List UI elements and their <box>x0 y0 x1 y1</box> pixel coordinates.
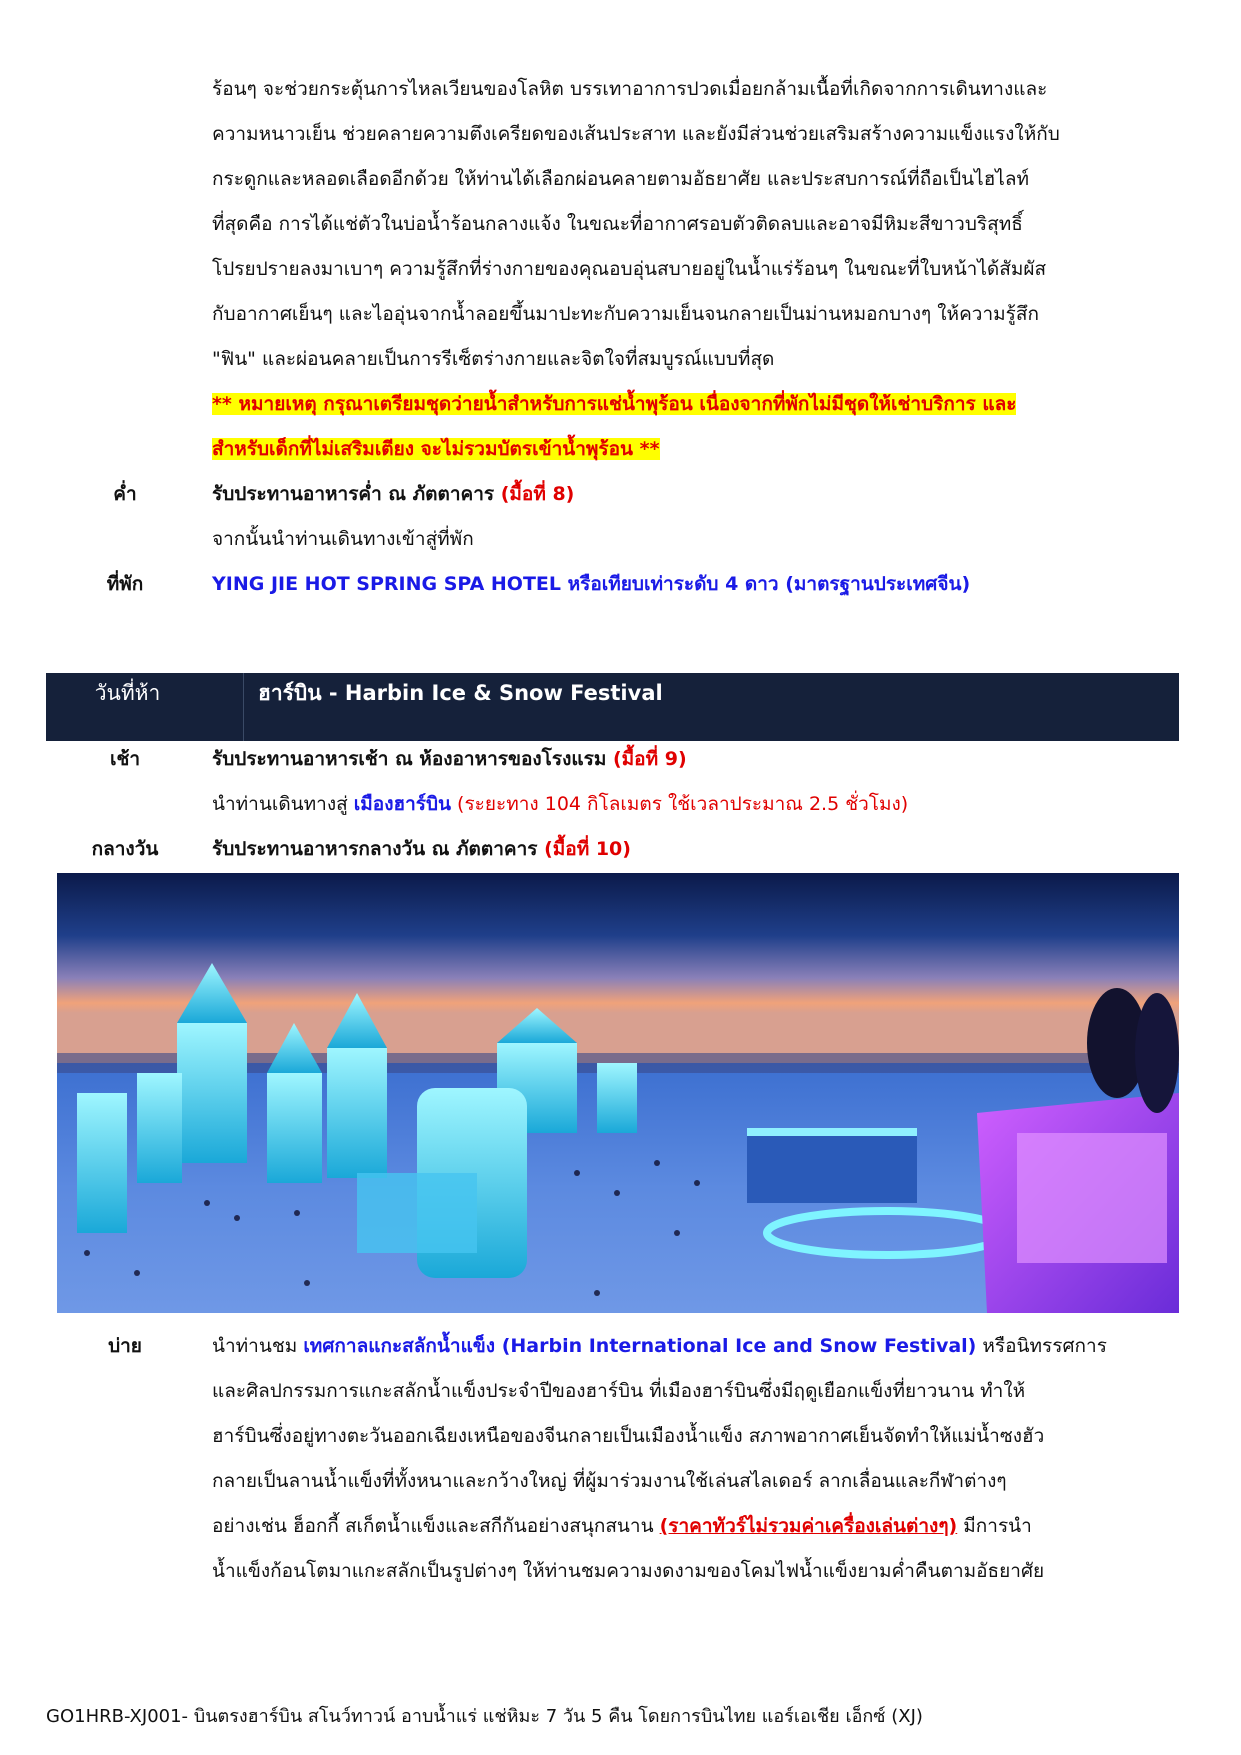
dinner-label: ค่ำ <box>113 483 137 505</box>
day-divider <box>243 673 244 741</box>
hotel-name: YING JIE HOT SPRING SPA HOTEL หรือเทียบเท่าระดับ 4 ดาว (มาตรฐานประเทศจีน) <box>212 573 971 595</box>
text-line: กลายเป็นลานน้ำแข็งที่ทั้งหนาและกว้างใหญ่ ที่ผู้มาร่วมงานใช้เล่นสไลเดอร์ ลากเลื่อนและกีฬาต่างๆ <box>212 1470 1007 1492</box>
line5-prefix: อย่างเช่น ฮ็อกกี้ สเก็ตน้ำแข็งและสกีกันอย่างสนุกสนาน <box>212 1515 660 1537</box>
page-footer: GO1HRB-XJ001- บินตรงฮาร์บิน สโนว์ทาวน์ อาบน้ำแร่ แช่หิมะ 7 วัน 5 คืน โดยการบินไทย แอร์เอเชีย เอ็กซ์ (XJ) <box>46 1706 923 1727</box>
note-text: ** หมายเหตุ กรุณาเตรียมชุดว่ายน้ำสำหรับการแช่น้ำพุร้อน เนื่องจากที่พักไม่มีชุดให้เช่าบริการ และ <box>212 393 1017 415</box>
text-line: น้ำแข็งก้อนโตมาแกะสลักเป็นรูปต่างๆ ให้ท่านชมความงดงามของโคมไฟน้ำแข็งยามค่ำคืนตามอัธยาศัย <box>212 1560 1045 1582</box>
text-line: ฮาร์บินซึ่งอยู่ทางตะวันออกเฉียงเหนือของจีนกลายเป็นเมืองน้ำแข็ง สภาพอากาศเย็นจัดทำให้แม่น้ำซงฮัว <box>212 1425 1045 1447</box>
afternoon-suffix: หรือนิทรรศการ <box>976 1335 1107 1357</box>
travel-prefix: นำท่านเดินทางสู่ <box>212 793 354 815</box>
dinner-next: จากนั้นนำท่านเดินทางเข้าสู่ที่พัก <box>212 528 474 550</box>
lunch-text: รับประทานอาหารกลางวัน ณ ภัตตาคาร <box>212 838 545 860</box>
text-line: กระดูกและหลอดเลือดอีกด้วย ให้ท่านได้เลือกผ่อนคลายตามอัธยาศัย และประสบการณ์ที่ถือเป็นไฮไลท์ <box>212 168 1030 190</box>
text-line: ที่สุดคือ การได้แช่ตัวในบ่อน้ำร้อนกลางแจ้ง ในขณะที่อากาศรอบตัวติดลบและอาจมีหิมะสีขาวบริสุทธิ์ <box>212 213 1023 235</box>
travel-city: เมืองฮาร์บิน <box>353 793 452 815</box>
text-line: และศิลปกรรมการแกะสลักน้ำแข็งประจำปีของฮาร์บิน ที่เมืองฮาร์บินซึ่งมีฤดูเยือกแข็งที่ยาวนาน ทำให้ <box>212 1380 1026 1402</box>
lunch-meal: (มื้อที่ 10) <box>544 838 631 860</box>
hotel-label: ที่พัก <box>106 573 144 595</box>
travel-row <box>0 782 1241 827</box>
dinner-text: รับประทานอาหารค่ำ ณ ภัตตาคาร <box>212 483 501 505</box>
lunch-row <box>0 827 1241 872</box>
day-title: ฮาร์บิน - Harbin Ice & Snow Festival <box>258 681 663 705</box>
breakfast-label: เช้า <box>109 748 141 770</box>
day-header <box>46 673 1179 741</box>
text-line: ความหนาวเย็น ช่วยคลายความตึงเครียดของเส้นประสาท และยังมีส่วนช่วยเสริมสร้างความแข็งแรงให้กับ <box>212 123 1060 145</box>
day-label: วันที่ห้า <box>94 681 161 705</box>
text-line: กับอากาศเย็นๆ และไออุ่นจากน้ำลอยขึ้นมาปะทะกับความเย็นจนกลายเป็นม่านหมอกบางๆ ให้ความรู้สึก <box>212 303 1039 325</box>
dinner-next-row <box>0 517 1241 562</box>
ice-festival-photo <box>57 873 1179 1313</box>
note-text: สำหรับเด็กที่ไม่เสริมเตียง จะไม่รวมบัตรเข้าน้ำพุร้อน ** <box>212 438 660 460</box>
travel-info: (ระยะทาง 104 กิโลเมตร ใช้เวลาประมาณ 2.5 ชั่วโมง) <box>451 793 909 815</box>
lunch-label: กลางวัน <box>91 838 159 860</box>
hotspring-description <box>212 67 1172 472</box>
afternoon-row <box>0 1324 1241 1369</box>
breakfast-row <box>0 737 1241 782</box>
afternoon-label: บ่าย <box>108 1335 142 1357</box>
dinner-row <box>0 472 1241 517</box>
dinner-meal: (มื้อที่ 8) <box>500 483 575 505</box>
price-note: (ราคาทัวร์ไม่รวมค่าเครื่องเล่นต่างๆ) <box>659 1515 958 1537</box>
text-line: ร้อนๆ จะช่วยกระตุ้นการไหลเวียนของโลหิต บรรเทาอาการปวดเมื่อยกล้ามเนื้อที่เกิดจากการเดินทางและ <box>212 78 1048 100</box>
breakfast-meal: (มื้อที่ 9) <box>612 748 687 770</box>
afternoon-prefix: นำท่านชม <box>212 1335 304 1357</box>
note-line <box>212 427 1172 472</box>
hotel-row <box>0 562 1241 607</box>
festival-name: เทศกาลแกะสลักน้ำแข็ง (Harbin International Ice and Snow Festival) <box>303 1335 977 1357</box>
text-line: โปรยปรายลงมาเบาๆ ความรู้สึกที่ร่างกายของคุณอบอุ่นสบายอยู่ในน้ำแร่ร้อนๆ ในขณะที่ใบหน้าได้สัมผัส <box>212 258 1047 280</box>
note-line <box>212 382 1172 427</box>
text-line: "ฟิน" และผ่อนคลายเป็นการรีเซ็ตร่างกายและจิตใจที่สมบูรณ์แบบที่สุด <box>212 348 775 370</box>
festival-description <box>212 1369 1172 1594</box>
text-line <box>212 1504 1172 1549</box>
line5-suffix: มีการนำ <box>957 1515 1032 1537</box>
breakfast-text: รับประทานอาหารเช้า ณ ห้องอาหารของโรงแรม <box>212 748 613 770</box>
